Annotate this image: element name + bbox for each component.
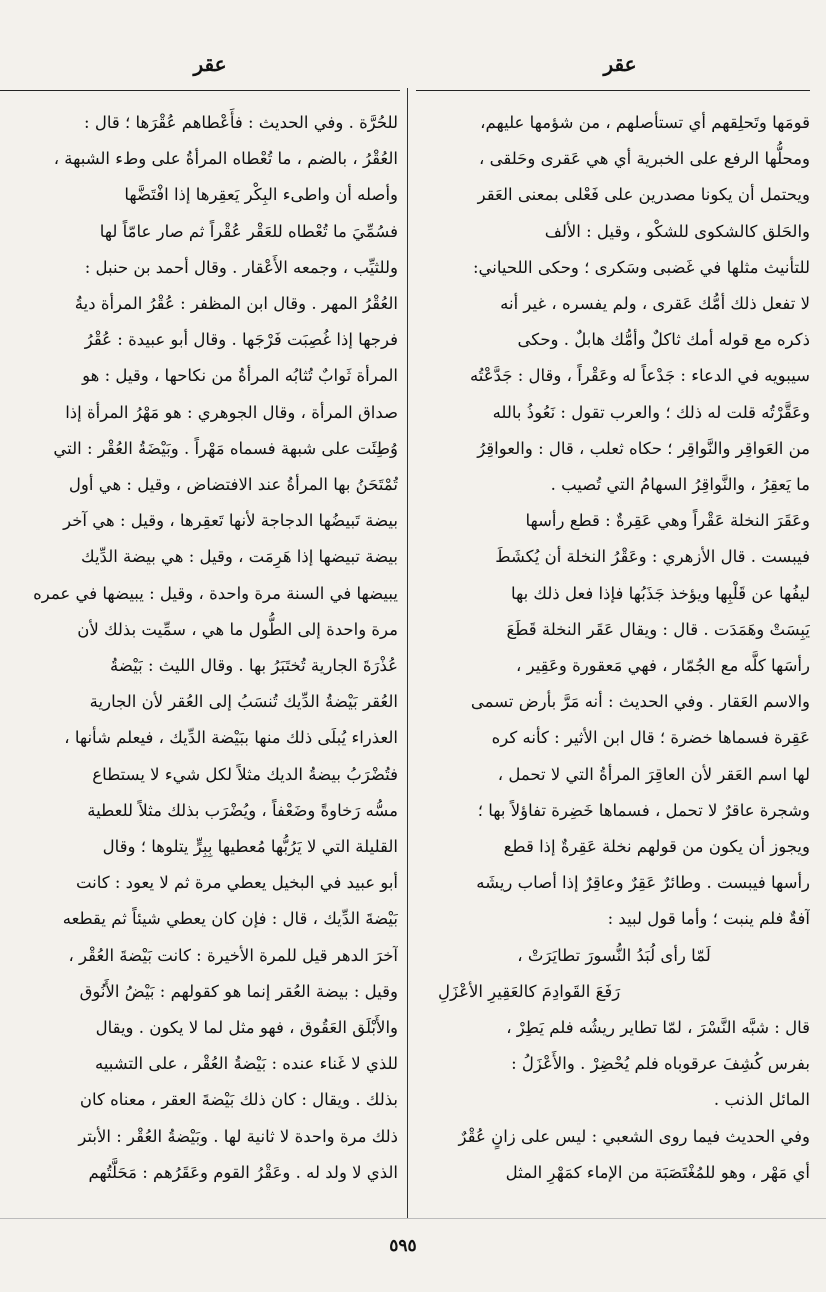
text-line: رأسها فيبست . وطائرٌ عَقِرٌ وعاقِرٌ إذا أصاب ريشَه — [476, 873, 810, 893]
text-line: بيضة تَبيضُها الدجاجة لأنها تَعقِرها ، وقيل : هي آخر — [63, 511, 398, 531]
text-line: ويجوز أن يكون من قولهم نخلة عَقِرةٌ إذا قطع — [503, 837, 810, 857]
text-line: وأصله أن واطىء البِكْر يَعقِرها إذا افْتَضَّها — [124, 185, 398, 205]
header-rule-left — [0, 90, 400, 91]
text-line: قال : شبَّه النَّسْرَ ، لمّا تطاير ريشُه فلم يَطِرْ ، — [506, 1018, 810, 1038]
text-line: بَيْضةَ الدِّيك ، قال : فإن كان يعطي شيئاً ثم يقطعه — [62, 909, 398, 929]
text-line: مرة واحدة إلى الطُّول ما هي ، سمِّيت بذلك لأن — [77, 619, 398, 639]
text-line: ذكره مع قوله أمك ثاكلٌ وأمُّك هابلٌ . وحكى — [517, 330, 810, 350]
text-line: تُمْتَحَنُ بها المرأةُ عند الافتضاض ، وقيل : هي أول — [68, 475, 398, 495]
text-line: ويحتمل أن يكونا مصدرين على فَعْلى بمعنى العَقر — [477, 185, 810, 205]
text-line: وللثيِّب ، وجمعه الأَعْقار . وقال أحمد بن حنبل : — [84, 257, 398, 277]
text-line: لا تفعل ذلك أمُّك عَقرى ، ولم يفسره ، غير أنه — [500, 294, 810, 314]
text-line: والاسم العَقار . وفي الحديث : أنه مَرَّ بأرض تسمى — [470, 692, 810, 712]
text-line: الذي لا ولد له . وعَقْرُ القوم وعَقَرُهم : مَحَلَّتُهم — [88, 1162, 398, 1182]
text-line: للحُرَّة . وفي الحديث : فأَعْطاهم عُقْرَها ؛ قال : — [84, 113, 398, 132]
text-line: أبو عبيد في البخيل يعطي مرة ثم لا يعود : كانت — [75, 873, 398, 893]
footer-rule — [0, 1218, 826, 1219]
text-line: العُقْرُ المهر . وقال ابن المظفر : عُقْرُ المرأة ديةُ — [74, 294, 398, 314]
text-line: العذراء يُبلَى ذلك منها ببَيْضة الدِّيك ، فيعلم شأنها ، — [64, 728, 398, 748]
text-line: ذلك مرة واحدة لا ثانية لها . وبَيْضةُ العُقْر : الأبتر — [78, 1126, 398, 1146]
text-line: فسُمِّيَ ما تُعْطاه للعَقْر عُقْراً ثم صار عامّاً لها — [99, 221, 398, 241]
text-line: ليفُها عن قَلْبِها ويؤخذ جَذَبُها فإذا فعل ذلك بها — [510, 583, 810, 603]
text-line: بفرس كُشِفَ عرقوباه فلم يُحْضِرْ . والأَعْزَلُ : — [511, 1054, 810, 1074]
text-line: لها اسم العَقر لأن العاقِرَ المرأةُ التي لا تحمل ، — [497, 764, 810, 784]
text-line: وشجرة عاقرٌ لا تحمل ، فسماها خَضِرة تفاؤلاً بها ؛ — [477, 800, 810, 820]
text-line: عَقِرة فسماها خضرة ؛ قال ابن الأثير : كأنه كره — [491, 728, 810, 748]
running-header-right: عقر — [603, 52, 637, 76]
text-line: آفةٌ فلم ينبت ؛ وأما قول لبيد : — [607, 909, 810, 929]
text-line: فتُضْرَبُ بيضةُ الديك مثلاً لكل شيء لا يستطاع — [92, 764, 398, 784]
text-line: ما يَعقِرُ ، والنَّواقِرُ السهامُ التي تُصيب . — [550, 475, 810, 495]
text-line: المرأة ثَوابٌ تُثابُه المرأةُ من نكاحها ، وقيل : هو — [82, 366, 398, 386]
text-line: أي مَهْر ، وهو للمُغْتَصَبَة من الإماء كمَهْرِ المثل — [505, 1162, 810, 1182]
text-line: وعَقَرَ النخلة عَقْراً وهي عَقِرةٌ : قطع رأسها — [525, 511, 810, 531]
text-line: آخرَ الدهر قيل للمرة الأخيرة : كانت بَيْضةَ العُقْر ، — [68, 945, 398, 965]
text-line: للذي لا غَناء عنده : بَيْضةُ العُقْر ، على التشبيه — [94, 1054, 398, 1074]
text-line: للتأنيث مثلها في غَضبى وسَكرى ؛ وحكى اللحياني: — [472, 257, 810, 277]
text-line: فيبست . قال الأزهري : وعَقْرُ النخلة أن يُكشَطَ — [495, 547, 810, 567]
text-line: ومحلُّها الرفع على الخبرية أي هي عَقرى وحَلقى ، — [479, 149, 810, 169]
text-line: يبيضها في السنة مرة واحدة ، وقيل : يبيضها في عمره — [33, 583, 398, 603]
text-line: فرجها إذا غُصِبَت فَرْجَها . وقال أبو عبيدة : عُقْرُ — [84, 330, 398, 350]
text-line: والأَبْلَق العَقُوق ، فهو مثل لما لا يكون . ويقال — [95, 1018, 398, 1038]
text-line: عُذْرَةَ الجارية تُختَبَرُ بها . وقال الليث : بَيْضةُ — [110, 656, 398, 676]
text-line: بيضة تبيضها إذا هَرِمَت ، وقيل : هي بيضة الدِّيك — [81, 547, 398, 567]
text-line: قومَها وتَحلِقهم أي تستأصلهم ، من شؤمها عليهم، — [480, 113, 810, 132]
column-divider — [407, 88, 408, 1218]
text-line: مسُّه رَخاوةً وضَعْفاً ، ويُضْرَب بذلك مثلاً للعطية — [87, 800, 398, 820]
left-column — [0, 105, 398, 1215]
poem-verse-second-hemistich: رَفَعَ القَوادِمَ كالعَقِيرِ الأعْزَلِ — [438, 981, 621, 1001]
text-line: والحَلق كالشكوى للشكْو ، وقيل : الألف — [544, 221, 810, 241]
text-line: بذلك . ويقال : كان ذلك بَيْضةَ العقر ، معناه كان — [79, 1090, 398, 1110]
text-line: وقيل : بيضة العُقر إنما هو كقولهم : بَيْضُ الأَنُوق — [79, 981, 398, 1001]
right-column — [418, 105, 810, 1215]
poem-verse-first-hemistich: لَمّا رأى لُبَدُ النُّسورَ تطايَرَتْ ، — [517, 945, 711, 965]
text-line: وفي الحديث فيما روى الشعبي : ليس على زانٍ عُقْرٌ — [458, 1126, 810, 1146]
text-line: وعَقَّرْتُه قلت له ذلك ؛ والعرب تقول : نَعُوذُ بالله — [492, 402, 810, 422]
text-line: وُطِئَت على شبهة فسماه مَهْراً . وبَيْضَةُ العُقْر : التي — [53, 438, 398, 458]
header-rule-right — [416, 90, 810, 91]
running-header-left: عقر — [193, 52, 227, 76]
text-line: من العَواقِر والنَّواقِر ؛ حكاه ثعلب ، قال : والعواقِرُ — [477, 438, 810, 458]
text-line: العُقر بَيْضةُ الدِّيك تُنسَبُ إلى العُقر لأن الجارية — [89, 692, 398, 712]
text-line: سيبويه في الدعاء : جَدْعاً له وعَقْراً ، وقال : جَدَّعْتُه — [469, 366, 810, 386]
text-line: المائل الذنب . — [713, 1090, 810, 1110]
text-line: رأسَها كلَّه مع الجُمّار ، فهي مَعقورة وعَقِير ، — [516, 656, 810, 676]
page-number: ٥٩٥ — [389, 1236, 417, 1256]
text-line: القليلة التي لا يَرُبُّها مُعطيها بِبِرٍّ يتلوها ؛ وقال — [102, 837, 398, 857]
text-line: صداق المرأة ، وقال الجوهري : هو مَهْرُ المرأة إذا — [65, 402, 398, 422]
text-line: العُقْرُ ، بالضم ، ما تُعْطاه المرأةُ على وطء الشبهة ، — [53, 149, 398, 169]
text-line: يَبِسَتْ وهَمَدَت . قال : ويقال عَقَر النخلة قَطَعَ — [506, 619, 810, 639]
